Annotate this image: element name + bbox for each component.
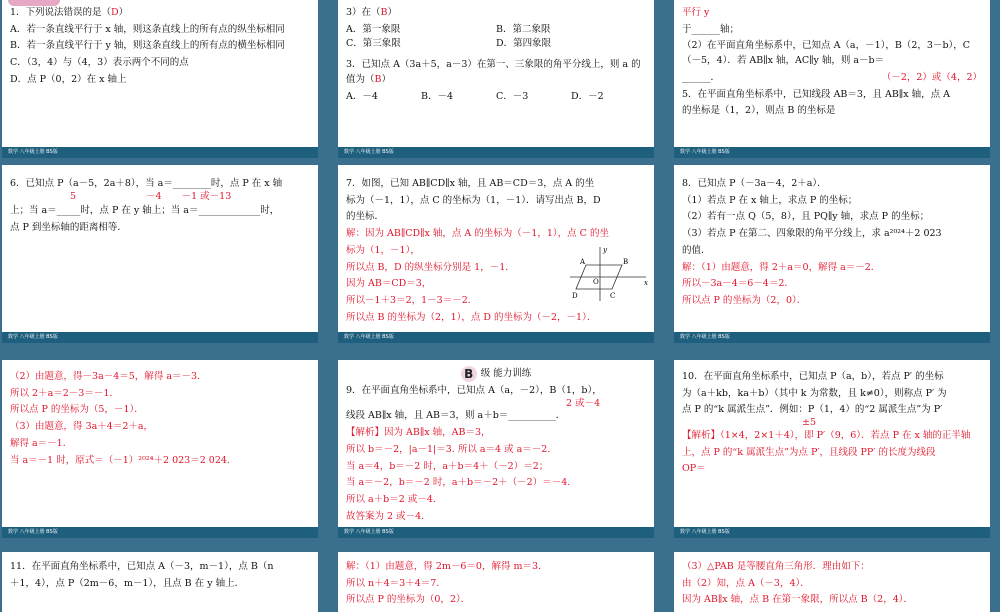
solution-line: 当 a＝－1 时，原式＝（－1）²⁰²⁴＋2 023＝2 024. (10, 454, 230, 466)
slide-1 (2, 0, 318, 158)
solution-line: 由（2）知，点 A（－3，4）． (682, 577, 810, 589)
text-line: （2）在平面直角坐标系中，已知点 A（a，－1），B（2，3－b），C（－5，4）．若 AB∥x 轴，AC∥y 轴，则 a－b＝ (682, 40, 971, 67)
text-line: （2）若有一点 Q（5，8），且 PQ∥y 轴，求点 P 的坐标； (682, 211, 930, 223)
solution-line: （2）由题意，得－3a－4＝5，解得 a＝－3． (10, 371, 207, 382)
text-line: 标为（－1，1），点 C 的坐标为（1，－1）．请写出点 B，D (346, 194, 601, 206)
slide-footer: 数学 八年级上册 BS版 (674, 332, 990, 343)
solution-line: 所以点 P 的坐标为（0，2）． (346, 594, 471, 606)
solution-line: 所以 n＋4＝3＋4＝7. (346, 577, 440, 589)
section-badge: B 级 能力训练 (346, 366, 646, 382)
label-o: O (593, 278, 599, 286)
solution-line: 所以－3a－4＝6－4＝2． (682, 278, 794, 290)
solution-line: 所以点 P 的坐标为（5，－1）． (10, 404, 144, 416)
text-line: （1）若点 P 在 x 轴上，求点 P 的坐标； (682, 194, 858, 206)
parallelogram-figure (566, 243, 650, 303)
text-line: 的值． (682, 244, 711, 256)
slide-footer: 数学 八年级上册 BS版 (674, 527, 990, 538)
slide-2 (338, 0, 654, 158)
solution-line: 【解析】（1×4，2×1＋4），即 P′（9，6）．若点 P 在 x 轴的正半轴 (682, 429, 971, 441)
solution-line: 上，点 P 的“k 属派生点”为点 P′，且线段 PP′ 的长度为线段 (682, 446, 936, 458)
text-line: ＋1，4），点 P（2m－6，m－1），且点 B 在 y 轴上． (10, 577, 245, 589)
text-line: 上；当 a＝_____时，点 P 在 y 轴上；当 a＝_____________时， (10, 205, 280, 217)
text-line: 于______轴； (682, 23, 740, 35)
question-1: 1．下列说法错误的是（D） (10, 7, 129, 18)
solution-line: 所以－1＋3＝2，1－3＝－2． (346, 295, 478, 307)
answer-10: ±5 (802, 417, 817, 429)
slide-7 (2, 360, 318, 538)
solution-line: 因为 AB＝CD＝3， (346, 278, 432, 290)
slide-9 (674, 360, 990, 538)
solution-line: 解：因为 AB∥CD∥x 轴，点 A 的坐标为（－1，1），点 C 的坐 (346, 228, 609, 240)
question-2-tail: 3）在（B） (346, 7, 398, 18)
question-11: 11．在平面直角坐标系中，已知点 A（－3，m－1），点 B（n (10, 561, 274, 572)
options-2: A．第一象限 B．第二象限 C．第三象限 D．第四象限 (346, 23, 552, 50)
solution-line: 解：（1）由题意，得 2＋a＝0，解得 a＝－2． (682, 261, 881, 273)
text-line: 的坐标是（1，2），则点 B 的坐标是 (682, 105, 836, 117)
answers-6: 5 －4 －1 或－13 (70, 190, 232, 202)
question-3: 3．已知点 A（3a＋5，a－3）在第一、三象限的角平分线上，则 a 的值为（B） (346, 59, 641, 85)
text-line: 点 P 的“k 属派生点”．例如：P（1，4）的“2 属派生点”为 P′ (682, 404, 943, 416)
question-7: 7．如图，已知 AB∥CD∥x 轴，且 AB＝CD＝3，点 A 的坐 (346, 178, 595, 189)
solution-line: 所以 2＋a＝2－3＝－1． (10, 387, 119, 399)
slide-8 (338, 360, 654, 538)
slide-10 (2, 552, 318, 612)
text-line: 的坐标． (346, 211, 385, 223)
text-line: （3）若点 P 在第二、四象限的角平分线上，求 a²⁰²⁴＋2 023 (682, 228, 942, 240)
label-y: y (603, 246, 607, 254)
label-a: A (580, 258, 586, 266)
slide-5 (338, 165, 654, 343)
option-b: B．若一条直线平行于 y 轴，则这条直线上的所有点的横坐标相同 (10, 40, 285, 52)
solution-line: 当 a＝4，b＝－2 时，a＋b＝4＋（－2）＝2； (346, 460, 549, 472)
question-9: 9．在平面直角坐标系中，已知点 A（a，－2），B（1，b）， (346, 385, 602, 396)
slide-footer: 数学 八年级上册 BS版 (338, 527, 654, 538)
slide-footer: 数学 八年级上册 BS版 (338, 147, 654, 158)
slide-footer: 数学 八年级上册 BS版 (2, 147, 318, 158)
answer-9: 2 或－4 (566, 397, 601, 409)
label-x: x (644, 279, 648, 287)
label-c: C (610, 292, 616, 300)
slide-footer: 数学 八年级上册 BS版 (2, 527, 318, 538)
question-8: 8．已知点 P（－3a－4，2＋a）． (682, 178, 827, 189)
slide-footer: 数学 八年级上册 BS版 (338, 332, 654, 343)
solution-line: 解得 a＝－1． (10, 437, 73, 449)
solution-line: OP＝ (682, 463, 706, 475)
question-10: 10．在平面直角坐标系中，已知点 P（a，b），若点 P′ 的坐标 (682, 371, 944, 382)
solution-line: 故答案为 2 或－4. (346, 510, 425, 522)
slide-footer: 数学 八年级上册 BS版 (674, 147, 990, 158)
solution-line: 所以点 B，D 的纵坐标分别是 1，－1． (346, 261, 515, 273)
text-line: 平行 y (682, 7, 710, 18)
slide-12 (674, 552, 990, 612)
solution-line: （3）△PAB 是等腰直角三角形．理由如下： (682, 561, 870, 572)
question-6: 6．已知点 P（a－5，2a＋8），当 a＝________时，点 P 在 x 轴 (10, 178, 283, 189)
text-line: 点 P 到坐标轴的距离相等． (10, 222, 127, 234)
text-line: ______． （－2，2）或（4，2） (682, 71, 982, 83)
question-5: 5．在平面直角坐标系中，已知线段 AB＝3，且 AB∥x 轴，点 A (682, 88, 950, 100)
solution-line: 解：（1）由题意，得 2m－6＝0，解得 m＝3. (346, 561, 542, 572)
option-c: C．（3，4）与（4，3）表示两个不同的点 (10, 57, 189, 69)
label-d: D (572, 292, 578, 300)
solution-line: 所以 a＋b＝2 或－4. (346, 494, 436, 506)
solution-line: 【解析】因为 AB∥x 轴，AB＝3， (346, 427, 491, 439)
options-3: A．－4 B．－4 C．－3 D．－2 (346, 90, 604, 102)
text-line: 为（a＋kb，ka＋b）（其中 k 为常数，且 k≠0），则称点 P′ 为 (682, 387, 947, 399)
slide-4 (2, 165, 318, 343)
text-line: 线段 AB∥x 轴，且 AB＝3，则 a＋b＝__________． (346, 410, 566, 422)
solution-line: 所以点 B 的坐标为（2，1），点 D 的坐标为（－2，－1）． (346, 311, 597, 323)
slide-11 (338, 552, 654, 612)
solution-line: 所以 b＝－2，|a－1|＝3. 所以 a＝4 或 a＝－2. (346, 443, 551, 455)
solution-line: 因为 AB∥x 轴，点 B 在第一象限，所以点 B（2，4）． (682, 594, 913, 606)
solution-line: （3）由题意，得 3a＋4＝2＋a， (10, 421, 154, 433)
option-a: A．若一条直线平行于 x 轴，则这条直线上的所有点的纵坐标相同 (10, 23, 285, 35)
label-b: B (623, 258, 629, 266)
solution-line: 所以点 P 的坐标为（2，0）． (682, 295, 807, 307)
option-d: D．点 P（0，2）在 x 轴上 (10, 73, 127, 85)
slide-3 (674, 0, 990, 158)
solution-line: 当 a＝－2，b＝－2 时，a＋b＝－2＋（－2）＝－4. (346, 477, 571, 489)
slide-6 (674, 165, 990, 343)
slide-footer: 数学 八年级上册 BS版 (2, 332, 318, 343)
solution-line: 标为（1，－1）， (346, 244, 420, 256)
